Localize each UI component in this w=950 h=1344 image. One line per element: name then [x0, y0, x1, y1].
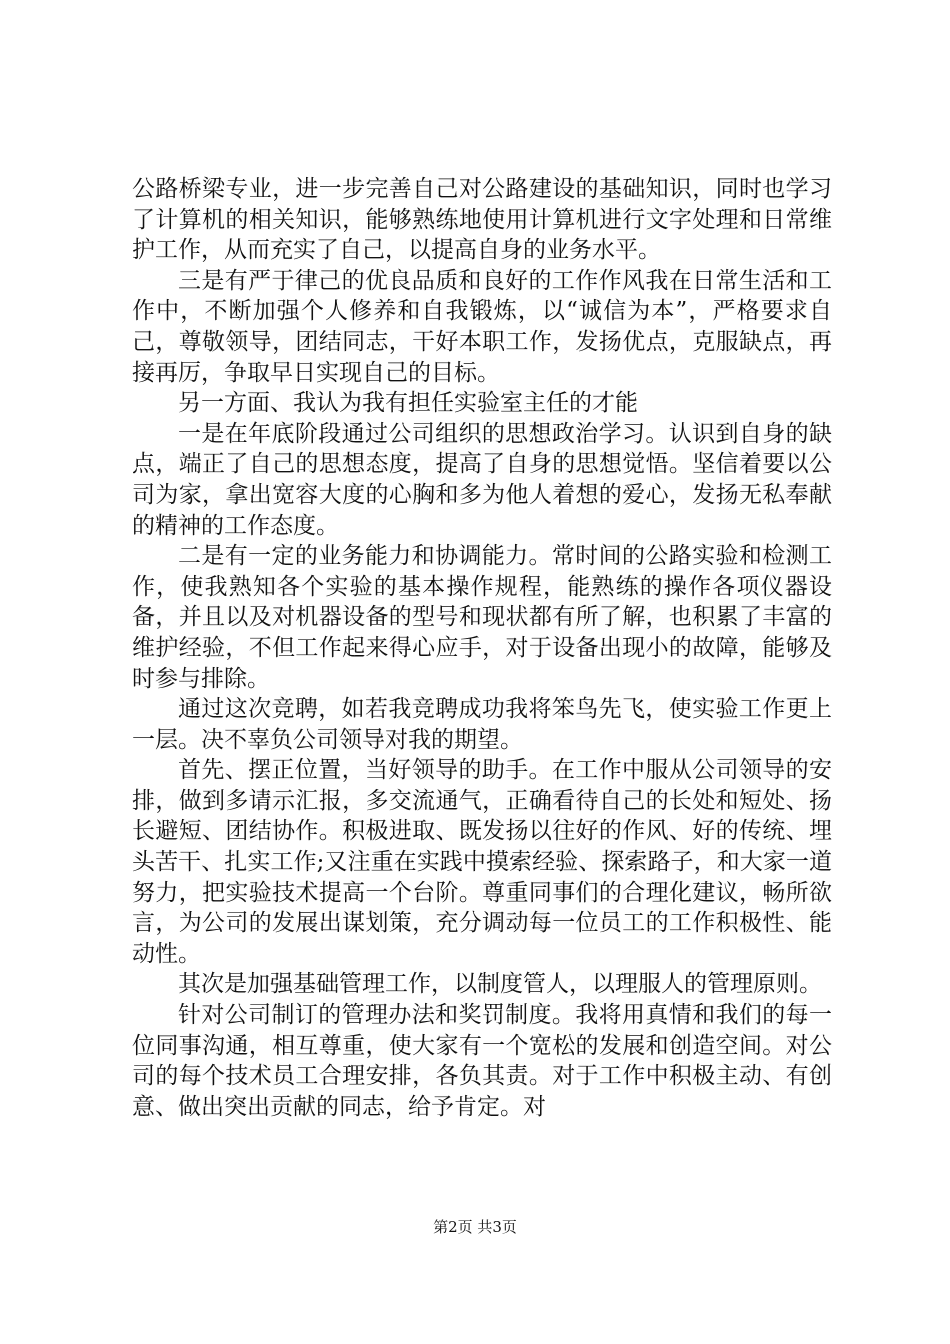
paragraph-9: 针对公司制订的管理办法和奖罚制度。我将用真情和我们的每一位同事沟通，相互尊重，使大家有一个宽松的发展和创造空间。对公司的每个技术员工合理安排，各负其责。对于工作中积极主动、有创意、做出突出贡献的同志，给予肯定。对	[132, 1002, 832, 1120]
paragraph-4: 一是在年底阶段通过公司组织的思想政治学习。认识到自身的缺点，端正了自己的思想态度，提高了自身的思想觉悟。坚信着要以公司为家，拿出宽容大度的心胸和多为他人着想的爱心，发扬无私奉献的精神的工作态度。	[132, 420, 832, 539]
paragraph-6: 通过这次竞聘，如若我竞聘成功我将笨鸟先飞，使实验工作更上一层。决不辜负公司领导对我的期望。	[132, 696, 832, 753]
document-body	[132, 174, 832, 1122]
page-number-label: 第2页 共3页	[433, 1218, 517, 1236]
paragraph-1: 公路桥梁专业，进一步完善自己对公路建设的基础知识，同时也学习了计算机的相关知识，能够熟练地使用计算机进行文字处理和日常维护工作，从而充实了自己，以提高自身的业务水平。	[132, 176, 832, 264]
paragraph-2: 三是有严于律己的优良品质和良好的工作作风我在日常生活和工作中，不断加强个人修养和自我锻炼，以“诚信为本”，严格要求自己，尊敬领导，团结同志，干好本职工作，发扬优点，克服缺点，再接再厉，争取早日实现自己的目标。	[132, 267, 832, 386]
page-footer	[0, 1216, 950, 1237]
paragraph-7: 首先、摆正位置，当好领导的助手。在工作中服从公司领导的安排，做到多请示汇报，多交流通气，正确看待自己的长处和短处、扬长避短、团结协作。积极进取、既发扬以往好的作风、好的传统、埋头苦干、扎实工作;又注重在实践中摸索经验、探索路子，和大家一道努力，把实验技术提高一个台阶。尊重同事们的合理化建议，畅所欲言，为公司的发展出谋划策，充分调动每一位员工的工作积极性、能动性。	[132, 757, 832, 967]
paragraph-3: 另一方面、我认为我有担任实验室主任的才能	[178, 390, 638, 417]
paragraph-5: 二是有一定的业务能力和协调能力。常时间的公路实验和检测工作，使我熟知各个实验的基本操作规程，能熟练的操作各项仪器设备，并且以及对机器设备的型号和现状都有所了解，也积累了丰富的维护经验，不但工作起来得心应手，对于设备出现小的故障，能够及时参与排除。	[132, 543, 832, 692]
paragraph-8: 其次是加强基础管理工作，以制度管人，以理服人的管理原则。	[178, 971, 822, 998]
